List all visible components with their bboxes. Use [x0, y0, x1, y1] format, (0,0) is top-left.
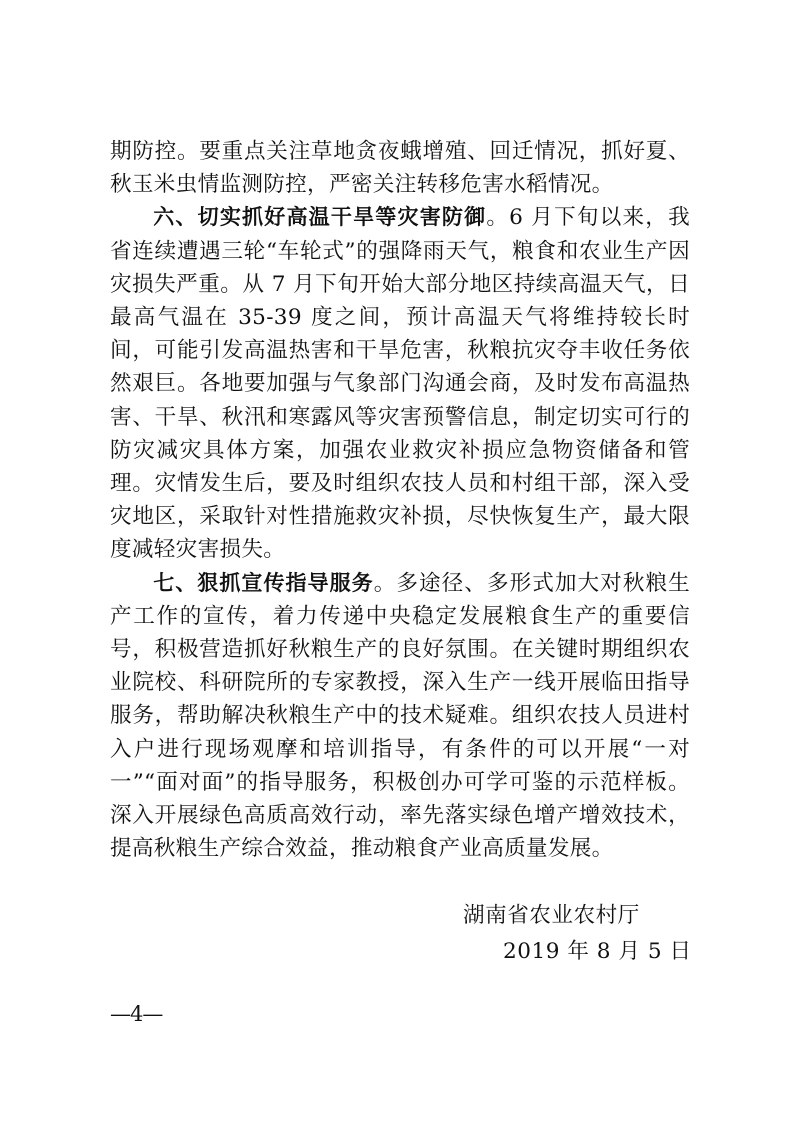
paragraph-section-seven	[110, 567, 690, 866]
section-six-heading: 六、切实抓好高温干旱等灾害防御	[153, 205, 487, 230]
signature-date: 2019 年 8 月 5 日	[503, 939, 692, 964]
section-seven-heading: 七、狠抓宣传指导服务	[153, 570, 374, 595]
page-number: —4—	[110, 1002, 163, 1026]
document-body	[110, 135, 690, 865]
paragraph-text: 。多途径、多形式加大对秋粮生产工作的宣传，着力传递中央稳定发展粮食生产的重要信号，积极营造抓好秋粮生产的良好氛围。在关键时期组织农业院校、科研院所的专家教授，深入生产一线开展临田指导服务，帮助解决秋粮生产中的技术疑难。组织农技人员进村入户进行现场观摩和培训指导，有条件的可以开展“一对一”“面对面”的指导服务，积极创办可学可鉴的示范样板。深入开展绿色高质高效行动，率先落实绿色增产增效技术，提高秋粮生产综合效益，推动粮食产业高质量发展。	[110, 570, 691, 862]
signature-organization: 湖南省农业农村厅	[463, 903, 640, 928]
paragraph-text: 。6 月下旬以来，我省连续遭遇三轮“车轮式”的强降雨天气，粮食和农业生产因灾损失严重。从 7 月下旬开始大部分地区持续高温天气，日最高气温在 35-39 度之间，预计高温天气将维持较长时间，可能引发高温热害和干旱危害，秋粮抗灾夺丰收任务依然艰巨。各地要加强与气象部门沟通会商，及时发布高温热害、干旱、秋汛和寒露风等灾害预警信息，制定切实可行的防灾减灾具体方案，加强农业救灾补损应急物资储备和管理。灾情发生后，要及时组织农技人员和村组干部，深入受灾地区，采取针对性措施救灾补损，尽快恢复生产，最大限度减轻灾害损失。	[110, 205, 691, 563]
paragraph-continuation	[110, 135, 690, 201]
paragraph-text: 期防控。要重点关注草地贪夜蛾增殖、回迁情况，抓好夏、秋玉米虫情监测防控，严密关注转移危害水稻情况。	[110, 139, 690, 198]
paragraph-section-six	[110, 201, 690, 566]
